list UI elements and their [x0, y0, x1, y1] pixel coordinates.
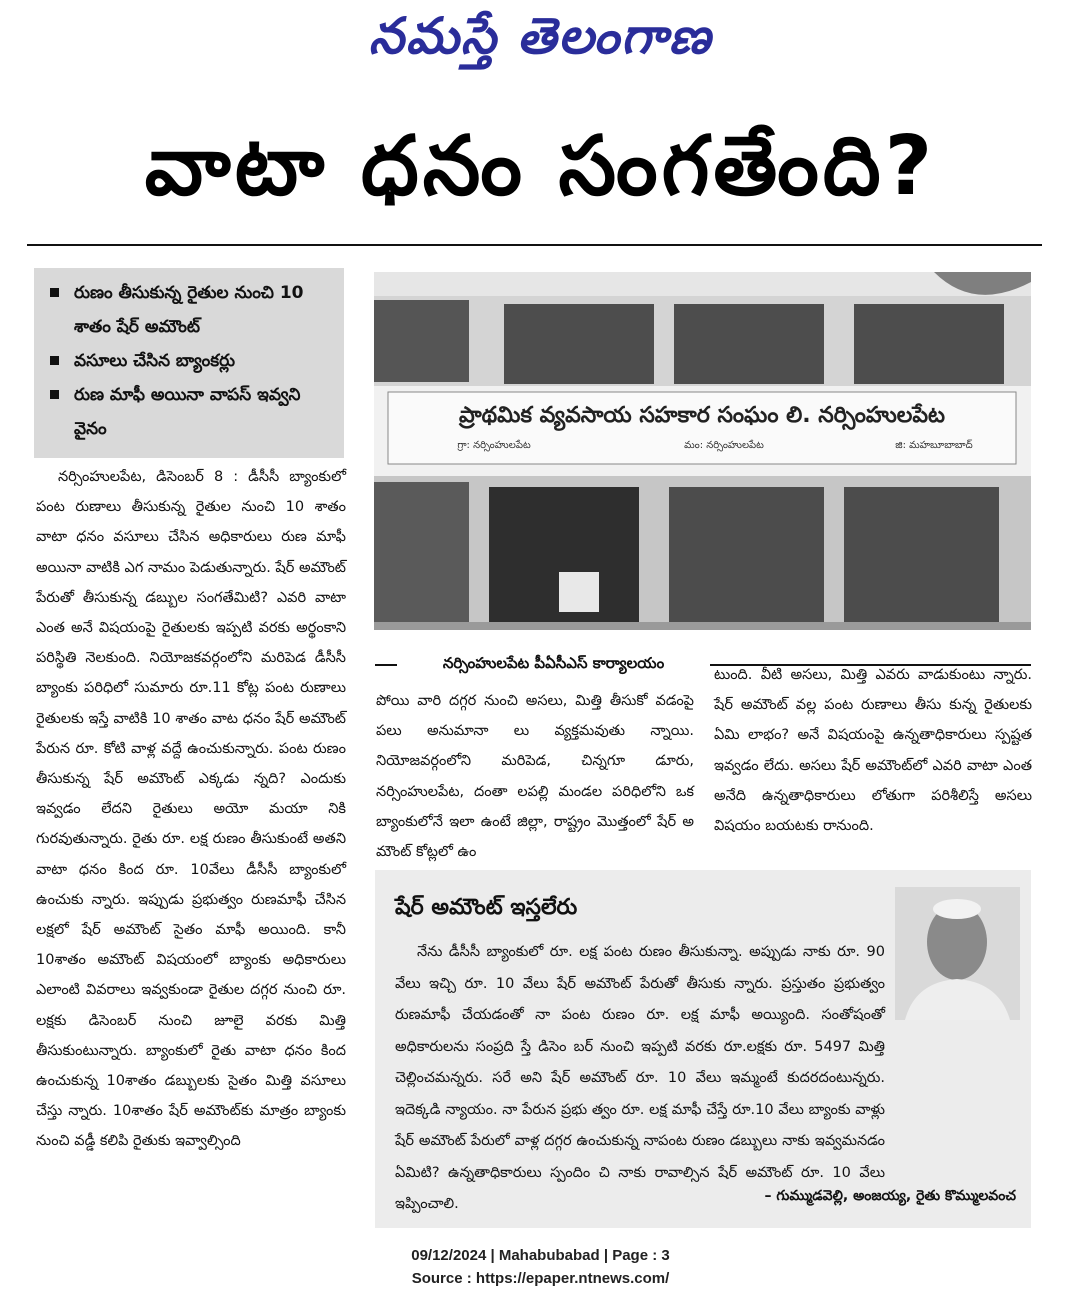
signboard-sub-text: మం: నర్సింహులపేట: [684, 440, 764, 451]
masthead: నమస్తే తెలంగాణ: [368, 6, 713, 65]
article-column-1: [36, 462, 346, 1157]
office-photo: [374, 272, 1031, 630]
signboard-text: ప్రాథమిక వ్యవసాయ సహకార సంఘం లి. నర్సింహులపేట: [458, 403, 946, 428]
quote-paragraph: నేను డీసీసీ బ్యాంకులో రూ. లక్ష పంట రుణం తీసుకున్నా. అప్పుడు నాకు రూ. 90 వేలు ఇచ్చి రూ. 10 వేలు షేర్ అమౌంట్ పేరుతో తీసుకు న్నారు. ప్రస్తుతం ప్రభుత్వం రుణమాఫీ చేయడంతో నా పంట రుణం రూ. లక్ష మాఫీ అయ్యింది. సంతోషంతో అధికారులను సంప్రది స్తే డిసెం బర్ నుంచి ఇప్పటి వరకు రూ.లక్షకు రూ. 5497 మిత్తి చెల్లించమన్నరు. సరే అని షేర్ అమౌంట్ రూ. 10 వేలు ఇమ్మంటే కుదరదంటున్నరు. ఇదెక్కడి న్యాయం. నా పేరున ప్రభు త్వం రూ. లక్ష మాఫీ చేస్తే రూ.10 వేలు బ్యాంకు వాళ్లు షేర్ అమౌంట్ పేరులో వాళ్ల దగ్గర ఉంచుకున్న నాపంట రుణం డబ్బులు నాకు ఇవ్వమనడం ఏమిటి? ఉన్నతాధికారులు స్పందిం చి నాకు రావాల్సిన షేర్ అమౌంట్ రూ. 10 వేలు ఇప్పించాలి.: [395, 944, 885, 1212]
highlight-item: వసూలు చేసిన బ్యాంకర్లు: [44, 344, 334, 378]
caption-rule-left: [375, 664, 397, 666]
signboard-sub-text: గ్రా: నర్సింహులపేట: [457, 440, 531, 451]
highlight-item: రుణ మాఫీ అయినా వాపస్ ఇవ్వని వైనం: [44, 378, 334, 446]
photo-caption: నర్సింహులపేట పీఏసీఎస్ కార్యాలయం: [442, 654, 665, 672]
quote-byline: – గుమ్ముడవెల్లి, అంజయ్య, రైతు కొమ్ములవంచ: [764, 1188, 1016, 1204]
quote-title: షేర్ అమౌంట్ ఇస్తలేరు: [395, 895, 578, 920]
farmer-portrait: [895, 887, 1020, 1020]
footer-source: Source : https://epaper.ntnews.com/: [411, 1270, 670, 1287]
headline-rule: [27, 244, 1042, 246]
article-text: నర్సింహులపేట, డిసెంబర్ 8 : డీసీసీ బ్యాంకులో పంట రుణాలు తీసుకున్న రైతుల నుంచి 10 శాతం వాటా ధనం వసూలు చేసిన అధికారులు రుణ మాఫీ అయినా వాటికి ఎగ నామం పెడుతున్నారు. షేర్ అమౌంట్ పేరుతో తీసుకున్న డబ్బుల సంగతేమిటి? ఎవరి వాటా ఎంత అనే విషయంపై రైతులకు ఇప్పటి వరకు అర్థంకాని పరిస్థితి నెలకుంది. నియోజకవర్గంలోని మరిపెడ డీసీసీ బ్యాంకు పరిధిలో సుమారు రూ.11 కోట్ల పంట రుణాలు రైతులకు ఇస్తే వాటికి 10 శాతం వాట ధనం షేర్ అమౌంట్ పేరున రూ. కోటి వాళ్ల వద్దే ఉంచుకున్నారు. పంట రుణం తీసుకున్న షేర్ అమౌంట్ ఎక్కడు న్నది? ఎందుకు ఇవ్వడం లేదని రైతులు అయో మయా నికి గురవుతున్నారు. రైతు రూ. లక్ష రుణం తీసుకుంటే అతని వాటా ధనం కింద రూ. 10వేలు డీసీసీ బ్యాంకులో ఉంచుకు న్నారు. ఇప్పుడు ప్రభుత్వం రుణమాఫీ చేసిన లక్షలో షేర్ అమౌంట్ సైతం మాఫీ అయింది. కానీ 10శాతం అమౌంట్ విషయంలో బ్యాంకు అధికారులు ఎలాంటి వివరాలు ఇవ్వకుండా రైతుల దగ్గర నుంచి రూ. లక్షకు డిసెంబర్ నుంచి జూలై వరకు మిత్తి తీసుకుంటున్నారు. బ్యాంకులో రైతు వాటా ధనం కింద ఉంచుకున్న 10శాతం డబ్బులకు సైతం మిత్తి వసూలు చేస్తు న్నారు. 10శాతం షేర్ అమౌంట్‌కు మాత్రం బ్యాంకు నుంచి వడ్డీ కలిపి రైతుకు ఇవ్వాల్సింది: [36, 469, 346, 1150]
quote-text: [395, 937, 885, 1221]
signboard-sub-text: జి: మహబూబాబాద్: [895, 440, 973, 451]
article-column-2: [376, 686, 694, 867]
article-text: పోయి వారి దగ్గర నుంచి అసలు, మిత్తి తీసుకో వడంపై పలు అనుమానా లు వ్యక్తమవుతు న్నాయి. నియోజవర్గంలోని మరిపెడ, చిన్నగూ డూరు, నర్సింహులపేట, దంతా లపల్లి మండల పరిధిలోని ఒక బ్యాంకులోనే ఇలా ఉంటే జిల్లా, రాష్ట్రం మొత్తంలో షేర్ అ మౌంట్ కోట్లలో ఉం: [376, 693, 694, 861]
footer-date-edition: 09/12/2024 | Mahabubabad | Page : 3: [411, 1247, 670, 1264]
article-text: టుంది. వీటి అసలు, మిత్తి ఎవరు వాడుకుంటు న్నారు. షేర్ అమౌంట్ వల్ల పంట రుణాలు తీసు కున్న రైతులకు ఏమి లాభం? అనే విషయంపై ఉన్నతాధికారులు స్పష్టత ఇవ్వడం లేదు. అసలు షేర్ అమౌంట్‌లో ఎవరి వాటా ఎంత అనేది ఉన్నతాధికారులు లోతుగా పరిశీలిస్తే అసలు విషయం బయటకు రానుంది.: [714, 667, 1032, 835]
article-column-3: [714, 660, 1032, 841]
highlights-box: [34, 268, 344, 458]
headline: వాటా ధనం సంగతేంది?: [144, 119, 937, 214]
highlight-item: రుణం తీసుకున్న రైతుల నుంచి 10 శాతం షేర్ అమౌంట్: [44, 276, 334, 344]
